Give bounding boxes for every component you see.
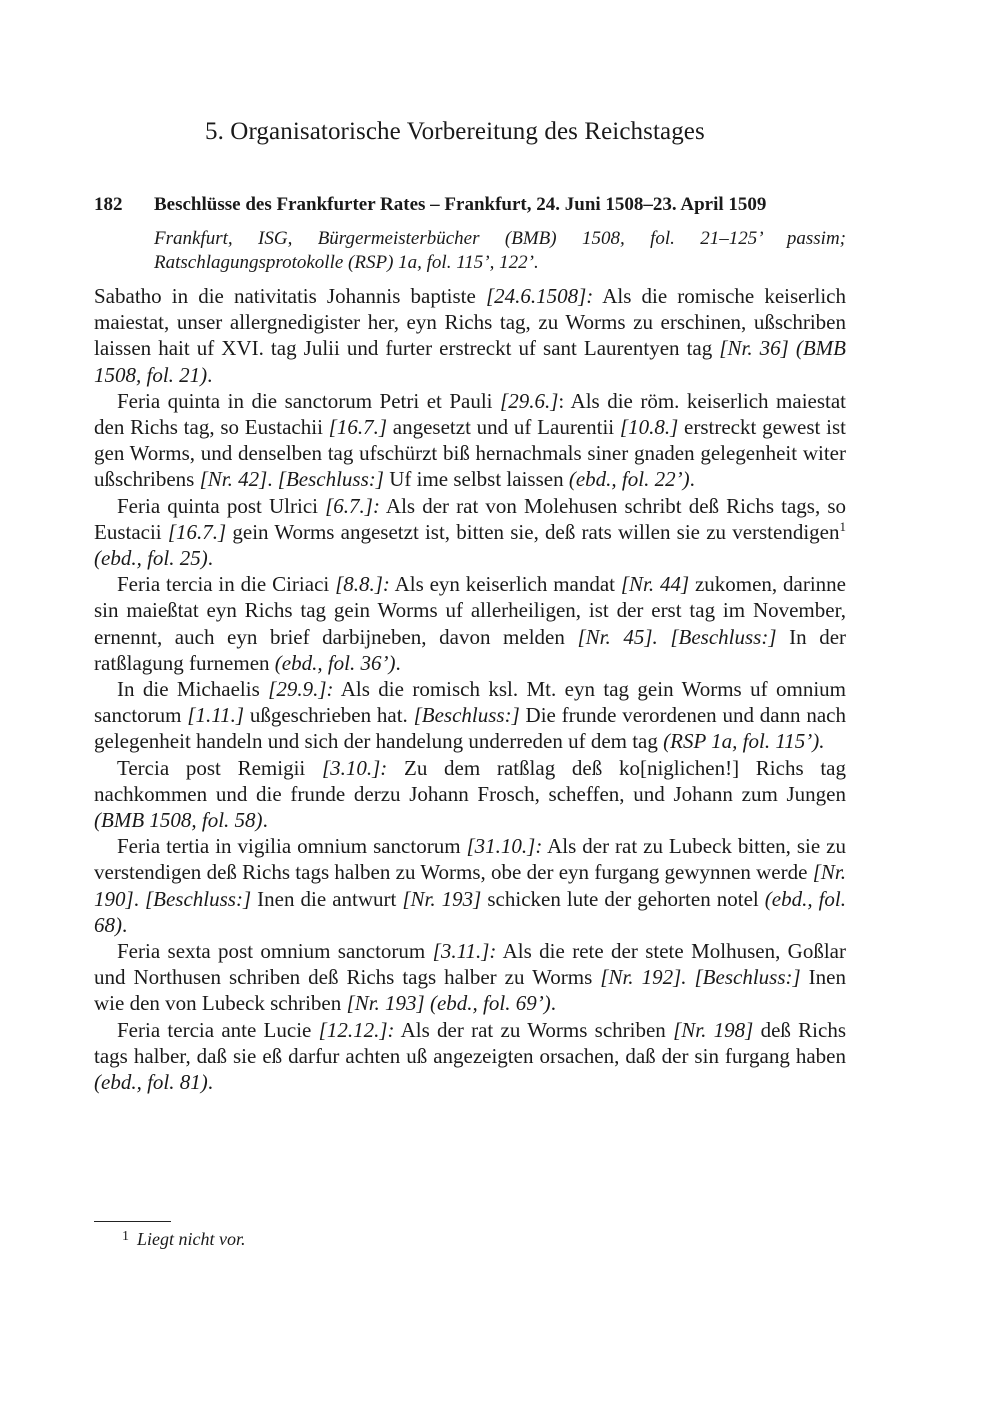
paragraph-3: Feria quinta post Ulrici [6.7.]: Als der rat von Molehusen schribt deß Richs tags, so Eustacii [16.7.] gein Worms angesetzt ist, bitten sie, deß rats willen sie zu verstendigen$^1$ (ebd., fol. 25).	[94, 493, 846, 571]
paragraph-4: Feria tercia in die Ciriaci [8.8.]: Als eyn keiserlich mandat [Nr. 44] zukomen, darinne sin maießtat eyn Richs tag gein Worms uf allerheiligen, ist der erst tag im November, ernennt, auch eyn brief darbijneben, davon melden [Nr. 45]. [Beschluss:] In der ratßlagung furnemen (ebd., fol. 36’).	[94, 572, 847, 675]
paragraph-8: Feria sexta post omnium sanctorum [3.11.]: Als die rete der stete Molhusen, Goßlar und Northusen schriben deß Richs tags halber zu Worms [Nr. 192]. [Beschluss:] Inen wie den von Lubeck schriben [Nr. 193] (ebd., fol. 69’).	[94, 939, 847, 1016]
paragraph-5: In die Michaelis [29.9.]: Als die romisch ksl. Mt. eyn tag gein Worms uf omnium sanctorum [1.11.] ußgeschrieben hat. [Beschluss:] Die frunde verordenen und dann nach gelegenheit handeln und sich der handelung underreden uf dem tag (RSP 1a, fol. 115’).	[94, 677, 846, 754]
paragraph-7: Feria tertia in vigilia omnium sanctorum [31.10.]: Als der rat zu Lubeck bitten, sie zu verstendigen deß Richs tags halben zu Worms, obe der eyn furgang gewynnen werde [Nr. 190]. [Beschluss:] Inen die antwurt [Nr. 193] schicken lute der gehorten notel (ebd., fol. 68).	[94, 834, 847, 937]
body-text	[94, 283, 846, 1095]
source-citation: Frankfurt, ISG, Bürgermeisterbücher (BMB) 1508, fol. 21–125’ passim; Ratschlagungsprotokolle (RSP) 1a, fol. 115’, 122’.	[154, 228, 846, 273]
paragraph-1: Sabatho in die nativitatis Johannis baptiste [24.6.1508]: Als die romische keiserlich maiestat, unser allergnedigister her, eyn Richs tag, zu Worms zu erschinen, ußschriben laissen hait uf XVI. tag Julii und furter erstreckt uf sant Laurentyen tag [Nr. 36] (BMB 1508, fol. 21).	[94, 284, 846, 387]
footnote-text: Liegt nicht vor.	[137, 1229, 246, 1249]
footnote-divider	[94, 1221, 171, 1222]
document-number: 182	[94, 194, 123, 215]
footnote	[122, 1229, 246, 1250]
footnote-ref[interactable]: 1	[839, 518, 846, 534]
paragraph-6: Tercia post Remigii [3.10.]: Zu dem ratßlag deß ko[niglichen!] Richs tag nachkommen und die frunde derzu Johann Frosch, scheffen, und Johann zum Jungen (BMB 1508, fol. 58).	[94, 755, 846, 833]
footnote-number: 1	[122, 1229, 129, 1244]
paragraph-9: Feria tercia ante Lucie [12.12.]: Als der rat zu Worms schriben [Nr. 198] deß Richs tags halber, daß sie eß darfur achten uß angezeigten orsachen, daß der sin furgang haben (ebd., fol. 81).	[94, 1017, 846, 1095]
paragraph-2: Feria quinta in die sanctorum Petri et Pauli [29.6.]: Als die röm. keiserlich maiestat den Richs tag, so Eustachii [16.7.] angesetzt und uf Laurentii [10.8.] erstreckt gewest ist gen Worms, und denselben tag ufschürzt biß hernachmals siner gnaden gelegenheit witer ußschribens [Nr. 42]. [Beschluss:] Uf ime selbst laissen (ebd., fol. 22’).	[94, 388, 847, 492]
chapter-title: 5. Organisatorische Vorbereitung des Reichstages	[205, 118, 705, 145]
document-title: Beschlüsse des Frankfurter Rates – Frankfurt, 24. Juni 1508–23. April 1509	[154, 194, 767, 215]
